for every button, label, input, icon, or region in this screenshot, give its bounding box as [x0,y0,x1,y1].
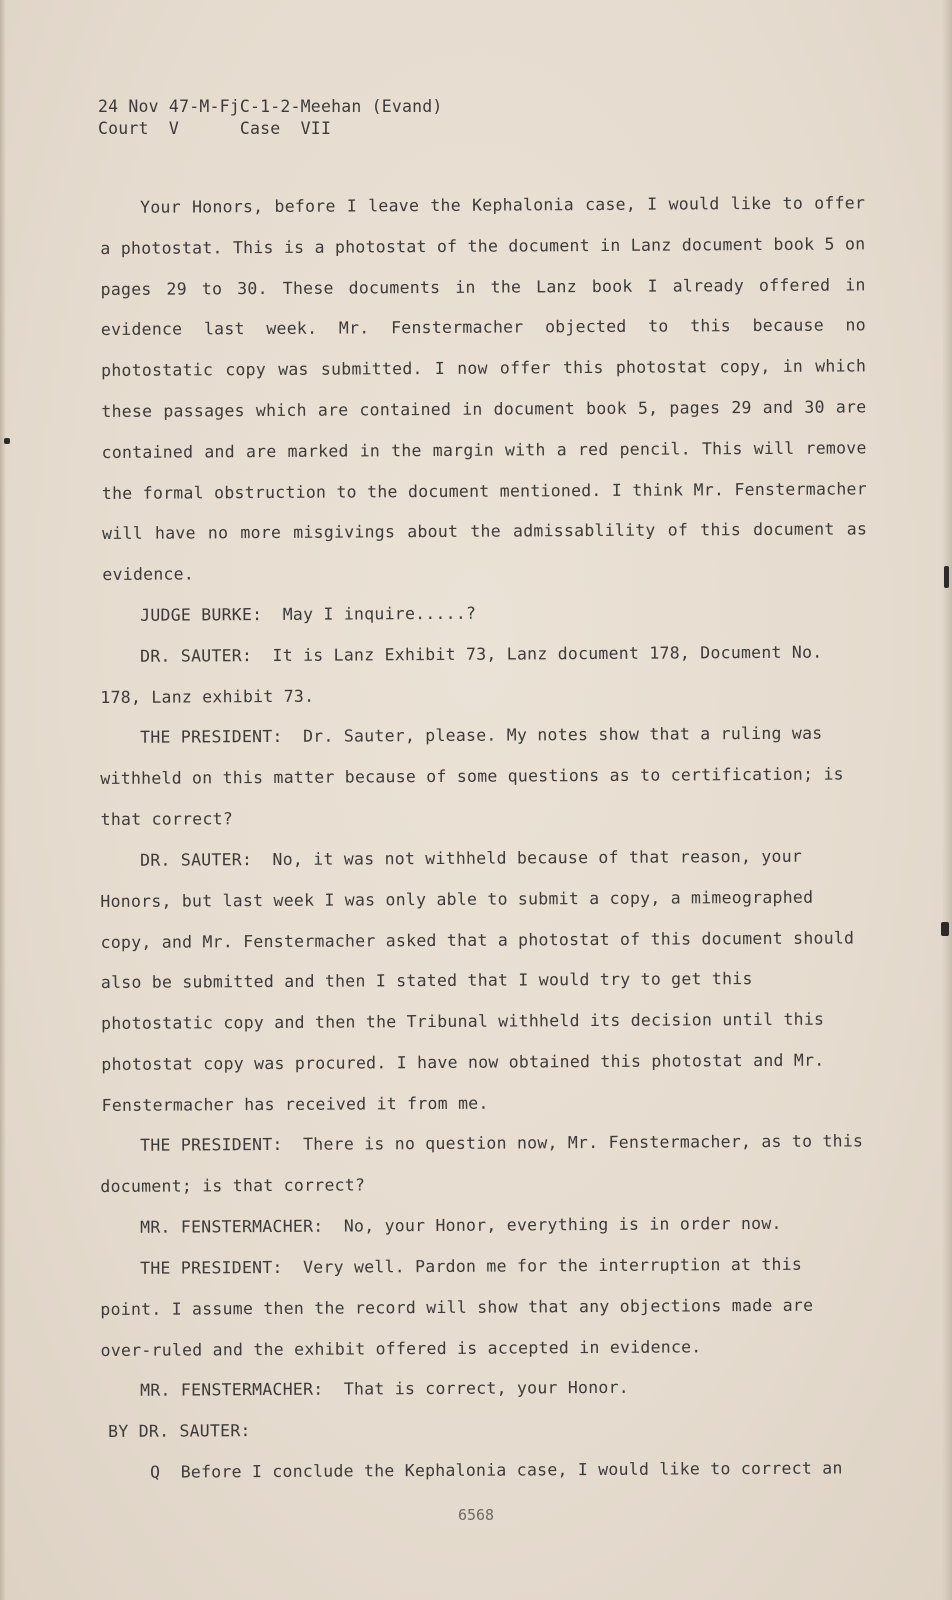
speaker-turn [100,1203,865,1248]
speaker-turn [100,714,866,841]
speaker-text: It is Lanz Exhibit 73, Lanz document 178, Document No. 178, Lanz exhibit 73. [100,642,823,707]
speaker-turn [100,1122,865,1208]
transcript-body [100,188,868,1494]
speaker-turn [100,1366,865,1411]
margin-mark-right-upper [944,566,949,588]
document-header [98,96,443,140]
speaker-text: That is correct, your Honor. [343,1377,630,1399]
header-line-2: Court V Case VII [98,119,332,138]
opening-statement: Your Honors, before I leave the Kephalonia case, I would like to offer a photostat. This is a photostat of the document in Lanz document book 5 on pages 29 to 30. These documents in the Lanz book I already offered in evidence last week. Mr. Fenstermacher objected to this because no photostatic copy was submitted. I now offer this photostat copy, in which these passages which are contained in document book 5, pages 29 and 30 are contained and are marked in the margin with a red pencil. This will remove the formal obstruction to the document mentioned. I think Mr. Fenstermacher will have no more misgivings about the admissablility of this document as evidence. [100,193,868,585]
speaker-label: MR. FENSTERMACHER: [140,1216,324,1237]
question-text: Before I conclude the Kephalonia case, I would like to correct an [180,1458,843,1482]
speaker-text: There is no question now, Mr. Fenstermacher, as to this document; is that correct? [100,1131,864,1197]
page-left-edge [0,0,6,1600]
page-number: 6568 [457,1506,495,1524]
speaker-label: DR. SAUTER: [140,849,253,870]
speaker-text: No, it was not withheld because of that reason, your Honors, but last week I was only able to submit a copy, a mimeographed copy, and Mr. Fenstermacher asked that a photostat of this document should also be submitted and then I stated that I would try to get this photostatic copy and then the Tribunal withheld its decision until this photostat copy was procured. I have now obtained this photostat and Mr. Fenstermacher has received it from me. [100,846,855,1115]
margin-mark-right-lower [941,922,949,936]
speaker-text: May I inquire.....? [282,603,477,624]
margin-mark-left [4,438,10,444]
speaker-label: THE PRESIDENT: [140,1135,283,1156]
speaker-turn [100,632,865,718]
speaker-label: MR. FENSTERMACHER: [140,1379,324,1400]
speaker-label: JUDGE BURKE: [140,604,263,625]
speaker-text: Very well. Pardon me for the interruption at this point. I assume then the record will show that any objections made are over-ruled and the exhibit offered is accepted in evidence. [100,1254,814,1360]
speaker-label: THE PRESIDENT: [140,727,283,748]
speaker-text: Dr. Sauter, please. My notes show that a ruling was withheld on this matter because of some questions as to certification; is that correct? [100,723,844,829]
speaker-turn [100,1244,866,1371]
speaker-text: No, your Honor, everything is in order now. [343,1213,782,1236]
header-line-1: 24 Nov 47-M-FjC-1-2-Meehan (Evand) [98,97,443,116]
speaker-turn [100,591,865,636]
speaker-label: THE PRESIDENT: [140,1257,283,1278]
page-right-edge [942,0,952,1600]
speaker-turn [100,836,867,1126]
speaker-label: DR. SAUTER: [140,645,253,666]
examination-heading: BY DR. SAUTER: [108,1420,251,1441]
question-line [100,1448,865,1493]
question-marker: Q [150,1462,161,1482]
